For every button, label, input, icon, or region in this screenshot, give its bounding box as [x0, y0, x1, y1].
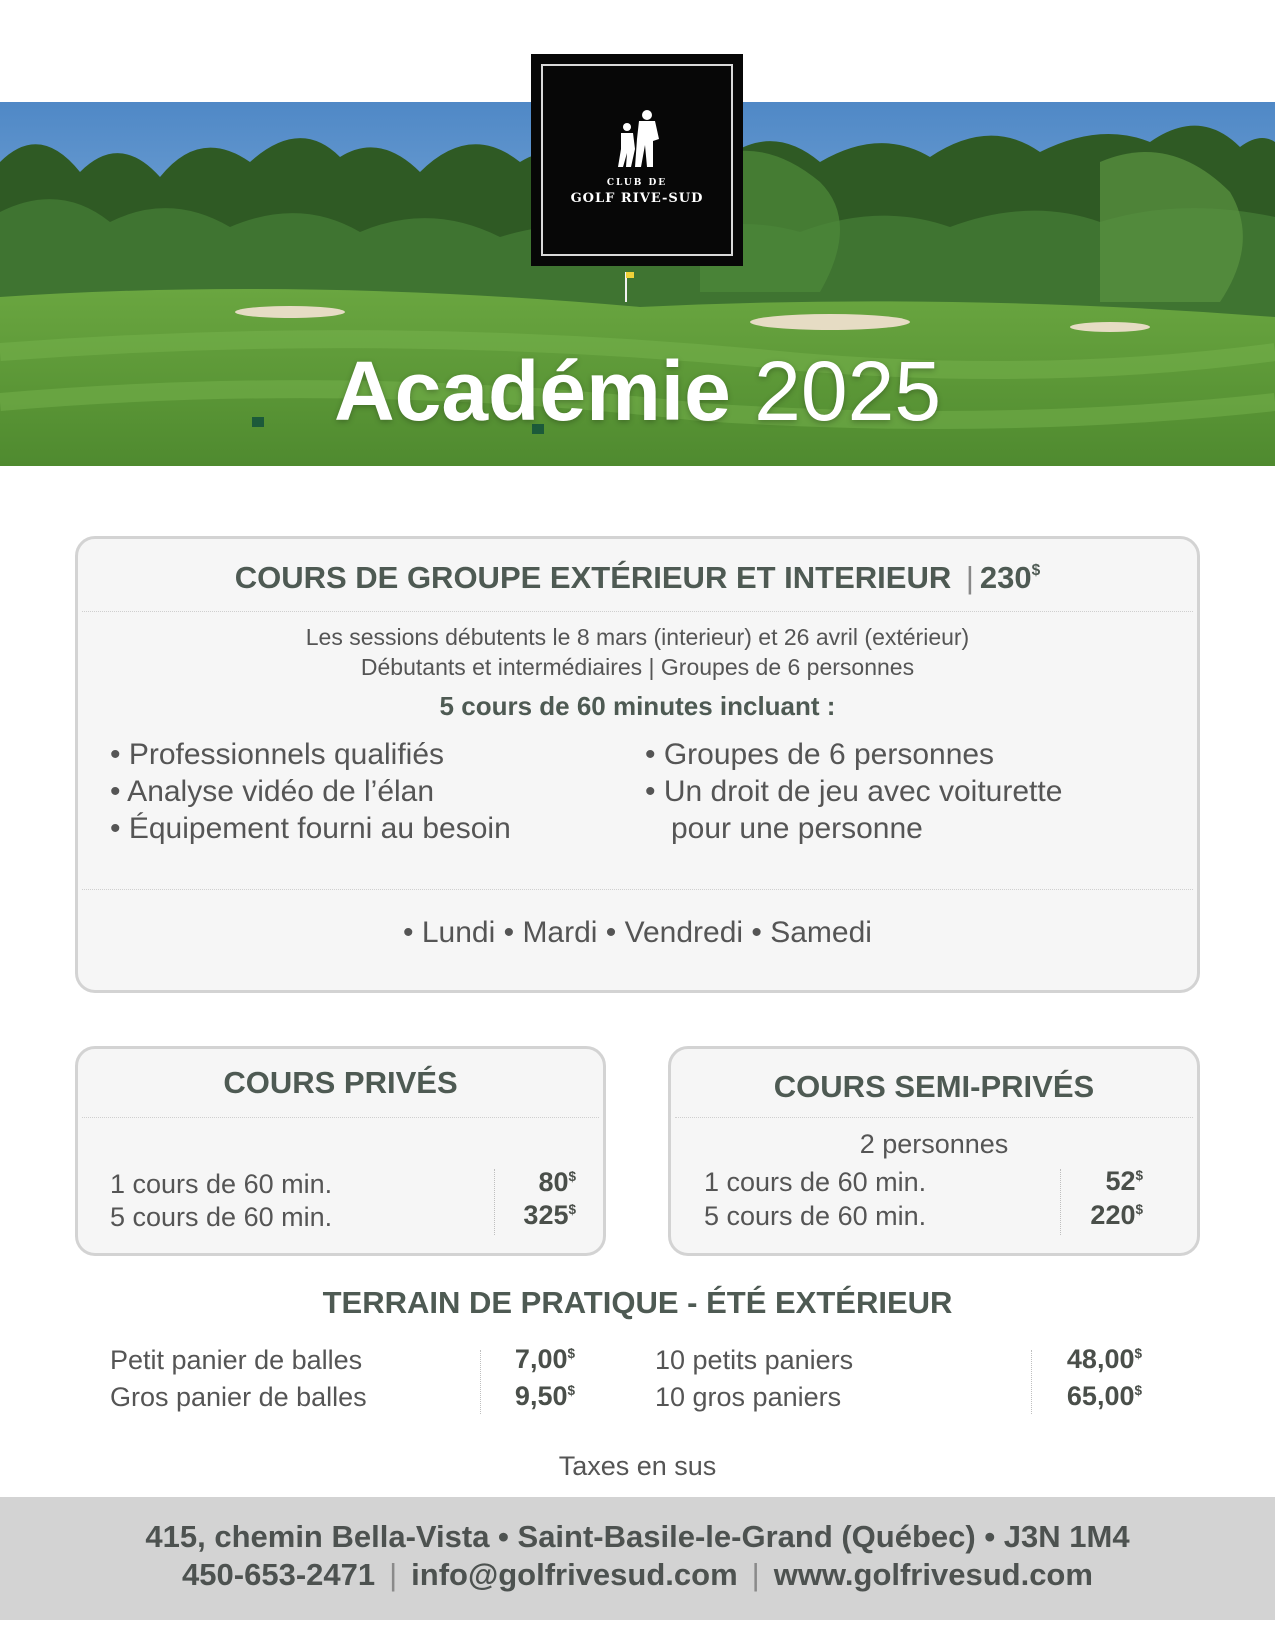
semi-private-row-price: 52$ [1105, 1166, 1143, 1196]
title-bold: Académie [333, 344, 731, 438]
semi-private-subtitle: 2 personnes [859, 1129, 1009, 1159]
group-lessons-price: 230 [979, 560, 1032, 595]
levels-text: Débutants et intermédiaires | Groupes de 6 personnes [360, 654, 915, 680]
feature-item: • Un droit de jeu avec voiturette [645, 775, 1063, 808]
feature-item: • Professionnels qualifiés [110, 738, 445, 771]
days-text: • Lundi • Mardi • Vendredi • Samedi [403, 916, 872, 949]
semi-private-row-label: 5 cours de 60 min. [704, 1201, 927, 1231]
phone-link[interactable]: 450-653-2471 [182, 1557, 376, 1592]
taxes-note: Taxes en sus [558, 1451, 717, 1481]
includes-text: 5 cours de 60 minutes incluant : [439, 691, 836, 721]
email-link[interactable]: info@golfrivesud.com [411, 1557, 738, 1592]
address-text: 415, chemin Bella-Vista • Saint-Basile-le-Grand (Québec) • J3N 1M4 [145, 1519, 1130, 1554]
range-item-price: 48,00$ [1066, 1344, 1142, 1374]
private-lessons-box [75, 1046, 606, 1256]
feature-item: • Équipement fourni au besoin [110, 812, 511, 845]
private-row-price: 80$ [538, 1167, 576, 1197]
range-item-label: 10 petits paniers [655, 1345, 854, 1375]
private-row-label: 5 cours de 60 min. [110, 1202, 333, 1232]
range-item-price: 65,00$ [1066, 1381, 1142, 1411]
semi-private-lessons-heading: COURS SEMI-PRIVÉS [773, 1069, 1095, 1104]
features-right-list [645, 736, 1062, 847]
sessions-text: Les sessions débutents le 8 mars (interieur) et 26 avril (extérieur) [305, 624, 970, 650]
semi-private-lessons-box [668, 1046, 1200, 1256]
feature-item: • Groupes de 6 personnes [645, 738, 995, 771]
golfers-silhouette-icon [609, 109, 665, 169]
contact-line: 450-653-2471 | info@golfrivesud.com | www.golfrivesud.com [182, 1557, 1093, 1592]
group-lessons-heading: COURS DE GROUPE EXTÉRIEUR ET INTERIEUR | 230$ [234, 560, 1041, 595]
range-item-label: Gros panier de balles [110, 1382, 367, 1412]
range-item-price: 7,00$ [514, 1344, 575, 1374]
range-item-label: Petit panier de balles [110, 1345, 363, 1375]
range-item-label: 10 gros paniers [655, 1382, 842, 1412]
private-row-label: 1 cours de 60 min. [110, 1169, 333, 1199]
logo-text-club: CLUB DE [606, 178, 668, 188]
semi-private-row-price: 220$ [1090, 1200, 1143, 1230]
group-lessons-box [75, 536, 1200, 993]
features-left-list [110, 736, 511, 847]
feature-item: • Analyse vidéo de l’élan [110, 775, 435, 808]
private-lessons-heading: COURS PRIVÉS [223, 1065, 458, 1100]
feature-item: pour une personne [671, 812, 923, 845]
private-row-price: 325$ [523, 1200, 576, 1230]
page-title [0, 346, 1275, 436]
logo-text-name: GOLF RIVE-SUD [570, 191, 704, 206]
contact-footer [0, 1497, 1275, 1620]
website-link[interactable]: www.golfrivesud.com [773, 1557, 1093, 1592]
range-item-price: 9,50$ [514, 1381, 575, 1411]
range-heading: TERRAIN DE PRATIQUE - ÉTÉ EXTÉRIEUR [322, 1285, 953, 1320]
club-logo [531, 54, 743, 266]
semi-private-row-label: 1 cours de 60 min. [704, 1167, 927, 1197]
title-year: 2025 [754, 344, 942, 438]
